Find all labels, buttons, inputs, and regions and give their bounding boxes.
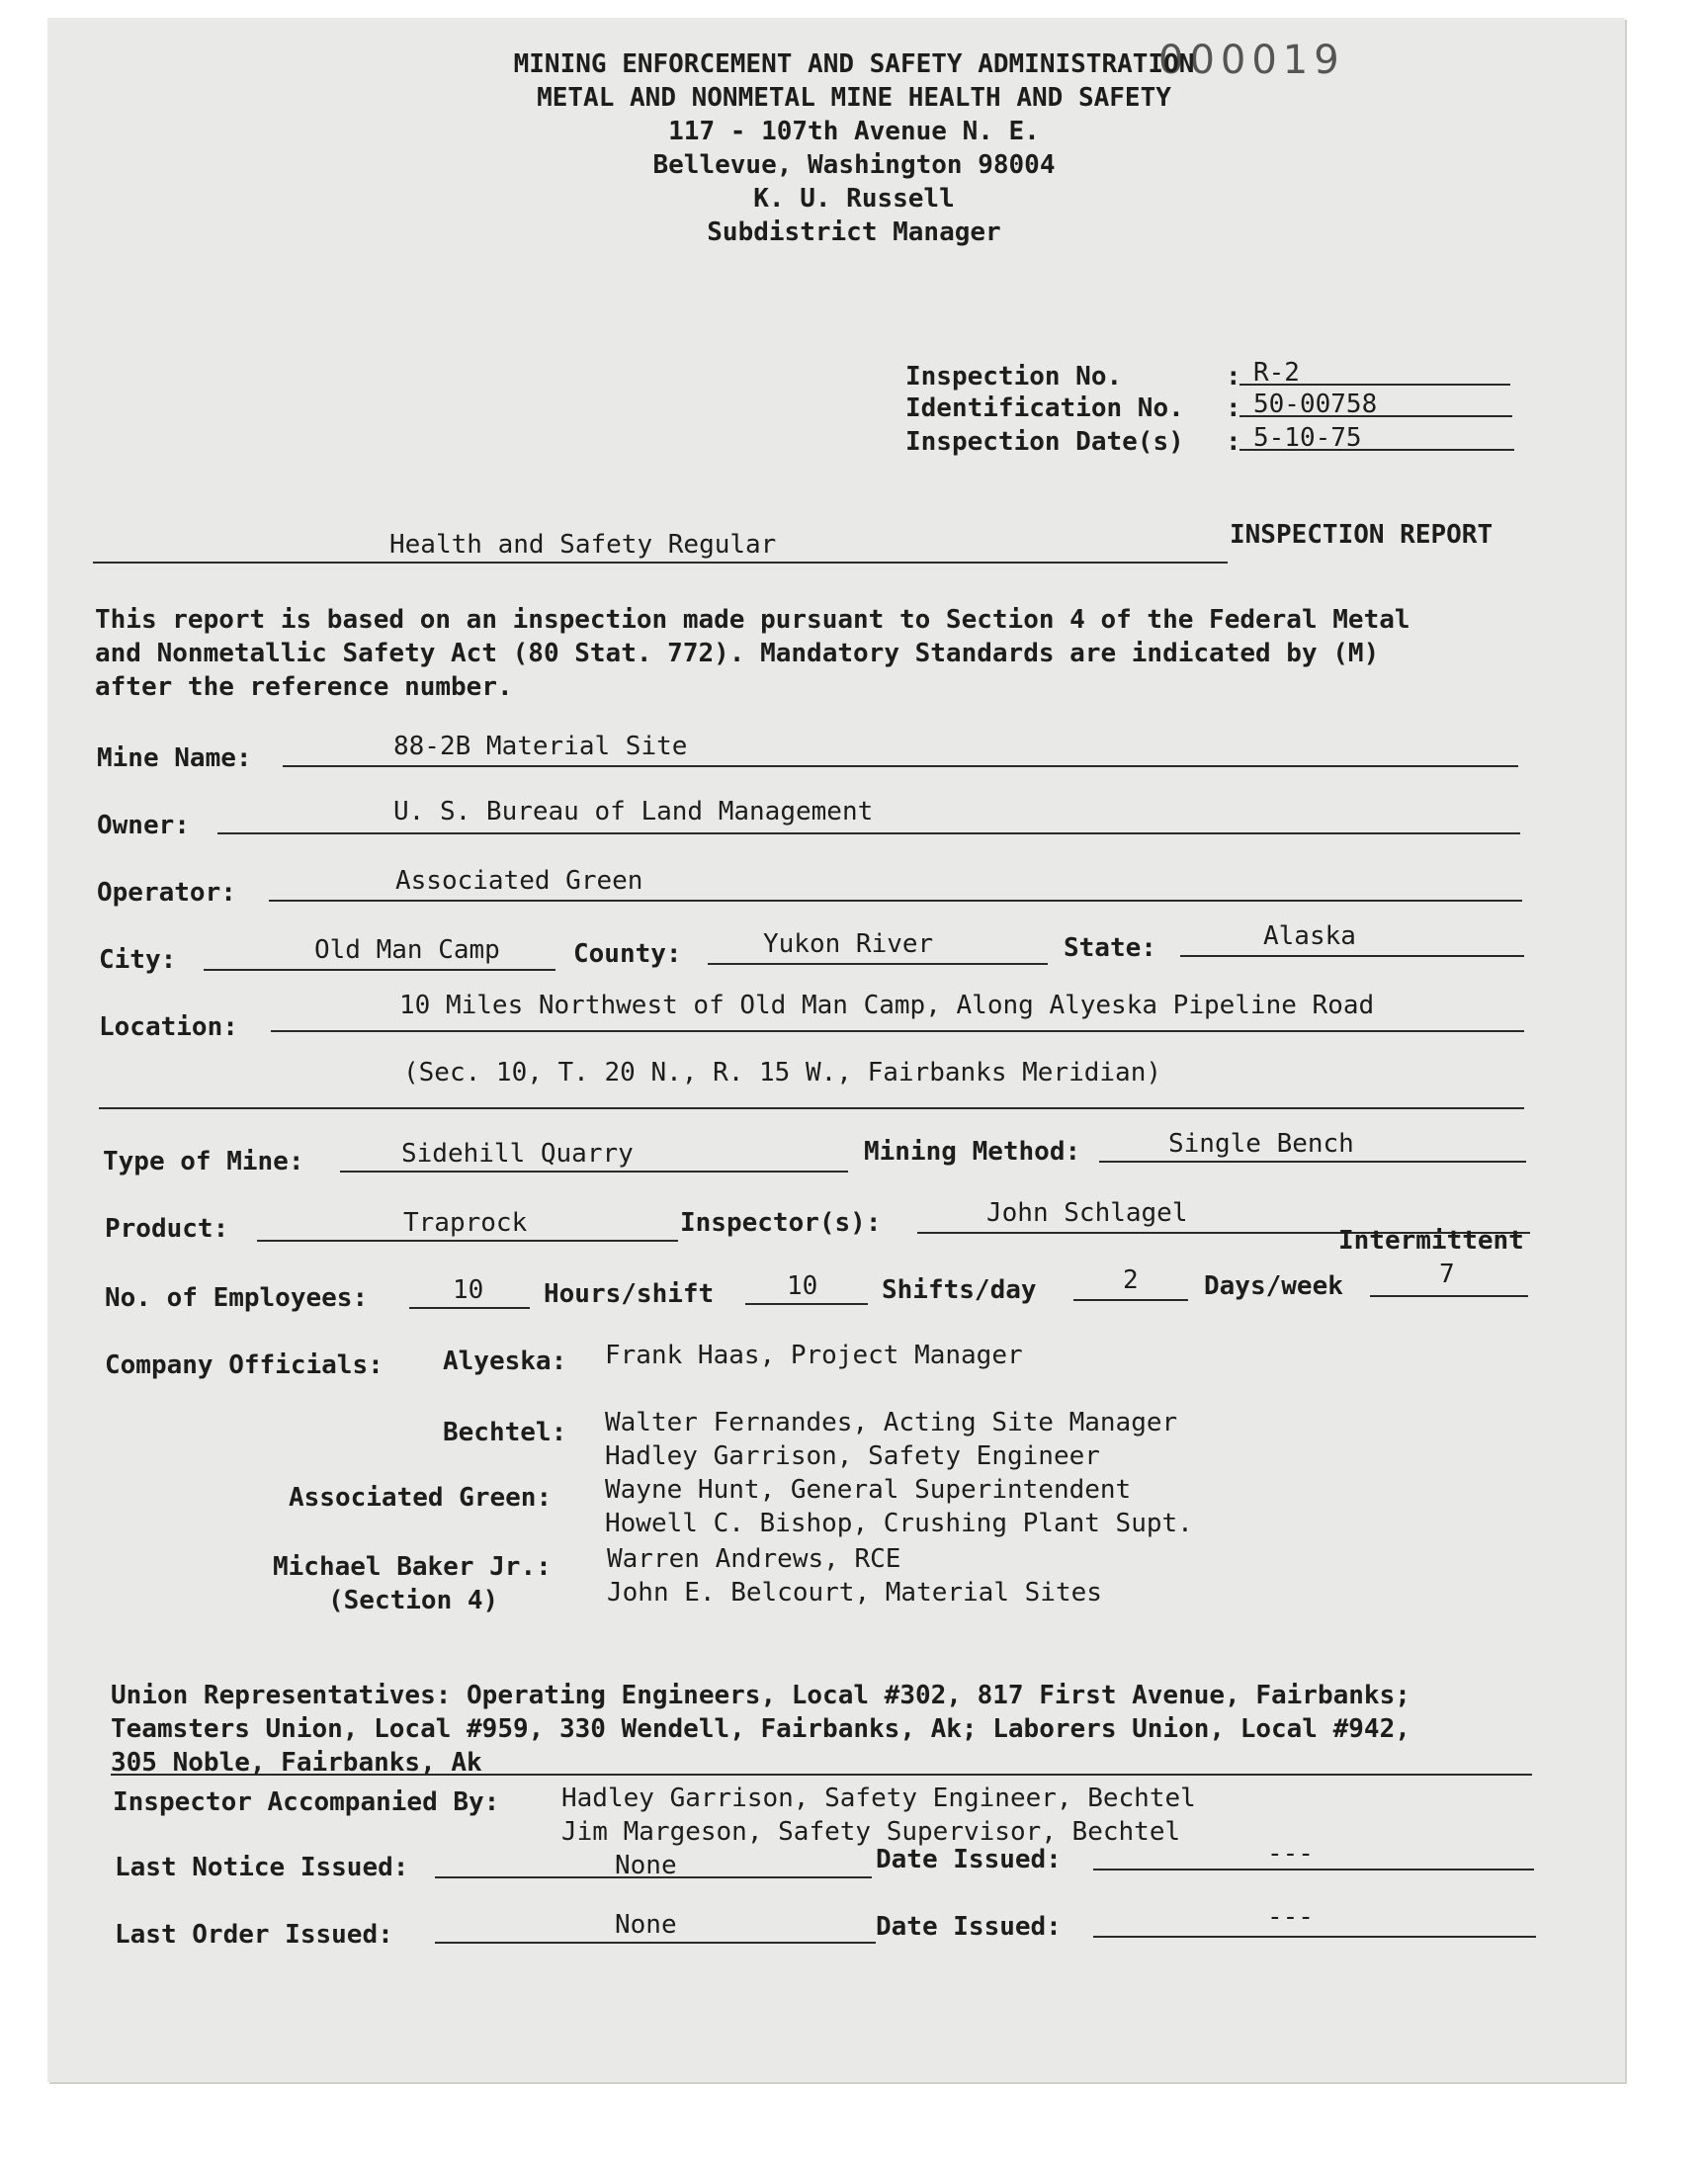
mining-method-label: Mining Method:: [864, 1137, 1081, 1167]
hours-label: Hours/shift: [544, 1279, 715, 1309]
michael-baker-label: Michael Baker Jr.:: [273, 1552, 552, 1582]
associated-green-official-1: Wayne Hunt, General Superintendent: [605, 1475, 1132, 1505]
inspection-dates-value: 5-10-75: [1253, 423, 1362, 453]
owner-label: Owner:: [97, 811, 190, 840]
michael-baker-section: (Section 4): [328, 1586, 499, 1615]
operator-value: Associated Green: [395, 866, 643, 896]
location-line-2: (Sec. 10, T. 20 N., R. 15 W., Fairbanks Meridian): [403, 1058, 1162, 1088]
underline: [269, 900, 1522, 902]
officials-label: Company Officials:: [105, 1350, 384, 1380]
colon: :: [1226, 393, 1241, 423]
mine-name-value: 88-2B Material Site: [393, 732, 688, 761]
underline: [1239, 449, 1514, 451]
underline: [111, 1774, 1532, 1776]
report-title: INSPECTION REPORT: [1230, 520, 1494, 550]
alyeska-official-1: Frank Haas, Project Manager: [605, 1341, 1023, 1370]
last-notice-value: None: [615, 1851, 677, 1880]
address-city: Bellevue, Washington 98004: [652, 150, 1056, 180]
product-label: Product:: [105, 1214, 229, 1244]
michael-baker-official-1: Warren Andrews, RCE: [607, 1544, 901, 1574]
agency-name: MINING ENFORCEMENT AND SAFETY ADMINISTRATION: [513, 49, 1195, 79]
union-line-3: 305 Noble, Fairbanks, Ak: [111, 1748, 482, 1778]
notice-date-value: ---: [1267, 1839, 1314, 1869]
underline: [1093, 1869, 1534, 1870]
underline: [217, 832, 1520, 834]
state-value: Alaska: [1263, 921, 1356, 951]
days-label: Days/week: [1204, 1271, 1343, 1301]
inspectors-value: John Schlagel: [986, 1198, 1188, 1228]
state-label: State:: [1064, 933, 1156, 963]
underline: [93, 562, 1228, 564]
last-notice-label: Last Notice Issued:: [115, 1853, 409, 1882]
order-date-value: ---: [1267, 1902, 1314, 1932]
notice-date-label: Date Issued:: [876, 1845, 1062, 1874]
underline: [1180, 955, 1524, 957]
order-date-label: Date Issued:: [876, 1912, 1062, 1942]
underline: [1073, 1299, 1188, 1301]
intro-line-2: and Nonmetallic Safety Act (80 Stat. 772). Mandatory Standards are indicated by (M): [95, 639, 1380, 668]
underline: [204, 969, 555, 971]
colon: :: [1226, 362, 1241, 392]
address-street: 117 - 107th Avenue N. E.: [668, 117, 1040, 146]
underline: [708, 963, 1048, 965]
manager-title: Subdistrict Manager: [707, 218, 1001, 247]
shifts-label: Shifts/day: [882, 1275, 1037, 1305]
location-line-1: 10 Miles Northwest of Old Man Camp, Along Alyeska Pipeline Road: [399, 991, 1375, 1020]
alyeska-label: Alyeska:: [443, 1347, 567, 1376]
union-line-1: Union Representatives: Operating Engineers, Local #302, 817 First Avenue, Fairbanks;: [111, 1681, 1410, 1710]
operator-label: Operator:: [97, 878, 236, 908]
days-note: Intermittent: [1338, 1226, 1524, 1256]
inspection-no-label: Inspection No.: [905, 362, 1123, 392]
inspection-no-value: R-2: [1253, 358, 1300, 388]
underline: [1239, 415, 1512, 417]
underline: [1370, 1295, 1528, 1297]
city-value: Old Man Camp: [314, 935, 500, 965]
county-label: County:: [573, 939, 682, 969]
document-stamp-number: 000019: [1158, 38, 1345, 83]
underline: [1093, 1936, 1536, 1938]
location-label: Location:: [99, 1012, 238, 1042]
inspectors-label: Inspector(s):: [680, 1208, 882, 1238]
employees-label: No. of Employees:: [105, 1283, 369, 1313]
union-line-2: Teamsters Union, Local #959, 330 Wendell, Fairbanks, Ak; Laborers Union, Local #942,: [111, 1714, 1410, 1744]
michael-baker-official-2: John E. Belcourt, Material Sites: [607, 1578, 1102, 1608]
bechtel-label: Bechtel:: [443, 1418, 567, 1447]
underline: [257, 1240, 678, 1242]
manager-name: K. U. Russell: [753, 184, 955, 214]
last-order-label: Last Order Issued:: [115, 1920, 393, 1950]
underline: [99, 1107, 1524, 1109]
colon: :: [1226, 427, 1241, 457]
bechtel-official-2: Hadley Garrison, Safety Engineer: [605, 1441, 1100, 1471]
underline: [1099, 1161, 1526, 1163]
underline: [1239, 384, 1510, 386]
bechtel-official-1: Walter Fernandes, Acting Site Manager: [605, 1408, 1178, 1437]
owner-value: U. S. Bureau of Land Management: [393, 797, 874, 826]
division-name: METAL AND NONMETAL MINE HEALTH AND SAFETY: [537, 83, 1171, 113]
underline: [745, 1303, 868, 1305]
accompanied-label: Inspector Accompanied By:: [113, 1787, 500, 1817]
underline: [435, 1942, 876, 1944]
identification-no-label: Identification No.: [905, 393, 1184, 423]
intro-line-1: This report is based on an inspection made pursuant to Section 4 of the Federal Metal: [95, 605, 1410, 635]
county-value: Yukon River: [763, 929, 934, 959]
employees-value: 10: [453, 1275, 484, 1305]
identification-no-value: 50-00758: [1253, 390, 1378, 419]
accompanied-name-1: Hadley Garrison, Safety Engineer, Bechtel: [561, 1784, 1196, 1813]
city-label: City:: [99, 945, 177, 975]
associated-green-label: Associated Green:: [289, 1483, 553, 1513]
inspection-dates-label: Inspection Date(s): [905, 427, 1184, 457]
accompanied-name-2: Jim Margeson, Safety Supervisor, Bechtel: [561, 1817, 1181, 1847]
report-type: Health and Safety Regular: [389, 530, 777, 560]
associated-green-official-2: Howell C. Bishop, Crushing Plant Supt.: [605, 1509, 1193, 1538]
underline: [271, 1030, 1524, 1032]
days-value: 7: [1439, 1260, 1455, 1289]
shifts-value: 2: [1123, 1265, 1139, 1295]
underline: [340, 1171, 848, 1173]
mine-name-label: Mine Name:: [97, 743, 252, 773]
underline: [435, 1876, 872, 1878]
underline: [409, 1307, 530, 1309]
last-order-value: None: [615, 1910, 677, 1940]
product-value: Traprock: [403, 1208, 528, 1238]
mining-method-value: Single Bench: [1168, 1129, 1354, 1159]
type-of-mine-value: Sidehill Quarry: [401, 1139, 634, 1169]
hours-value: 10: [787, 1271, 818, 1301]
underline: [283, 765, 1518, 767]
type-of-mine-label: Type of Mine:: [103, 1147, 304, 1176]
intro-line-3: after the reference number.: [95, 672, 513, 702]
